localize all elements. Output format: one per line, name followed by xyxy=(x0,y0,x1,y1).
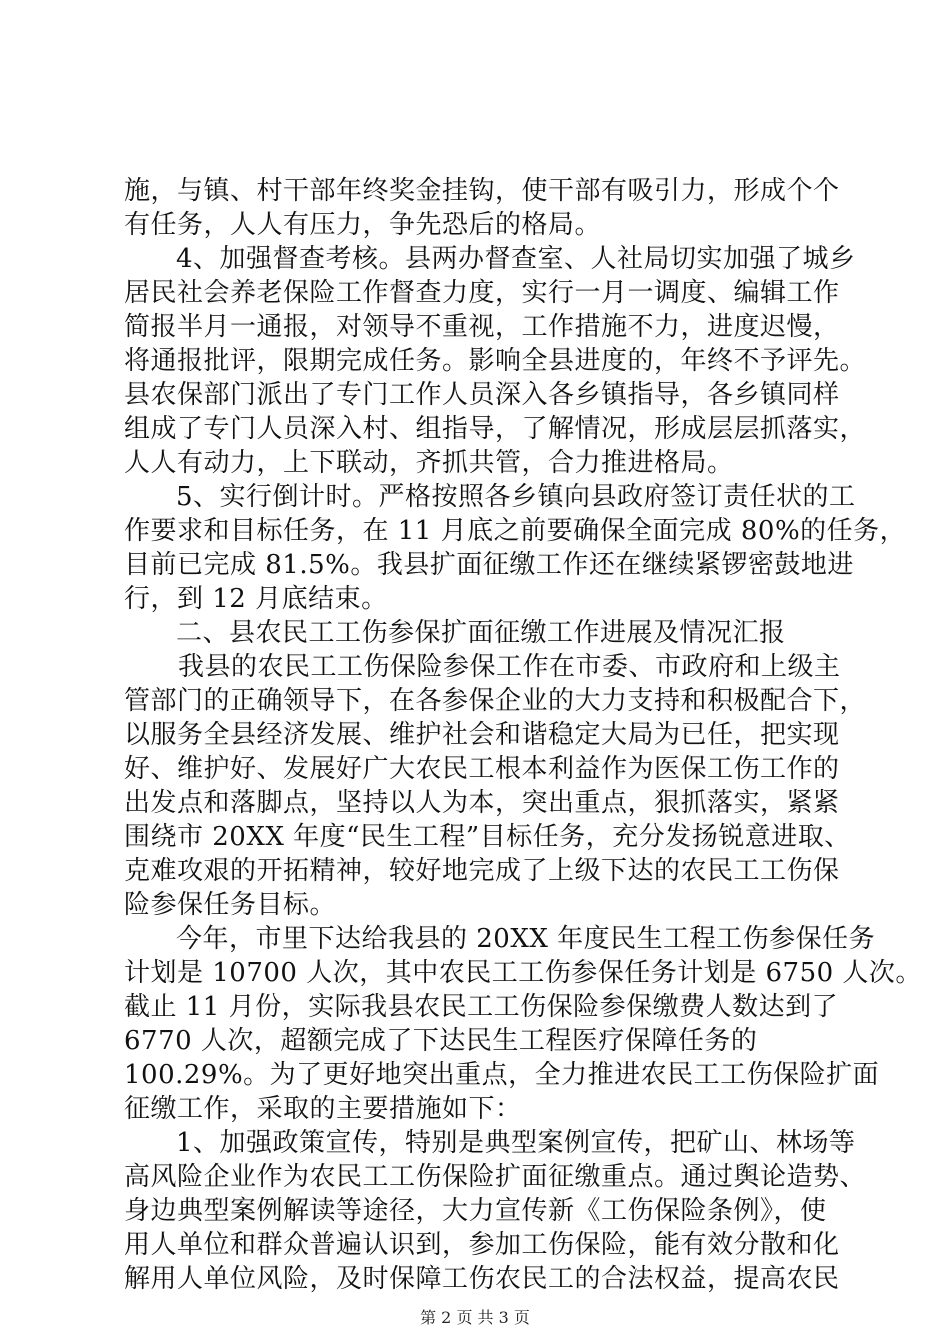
section-heading: 二、县农民工工伤参保扩面征缴工作进展及情况汇报 xyxy=(176,618,786,648)
text-line: 5、实行倒计时。严格按照各乡镇向县政府签订责任状的工 xyxy=(176,482,856,512)
text-line: 出发点和落脚点，坚持以人为本，突出重点，狠抓落实，紧紧 xyxy=(124,788,840,818)
text-line: 用人单位和群众普遍认识到，参加工伤保险，能有效分散和化 xyxy=(124,1230,840,1260)
text-line: 险参保任务目标。 xyxy=(124,890,337,920)
text-line: 简报半月一通报，对领导不重视，工作措施不力，进度迟慢， xyxy=(124,312,840,342)
text-line: 居民社会养老保险工作督查力度，实行一月一调度、编辑工作 xyxy=(124,278,840,308)
text-line: 将通报批评，限期完成任务。影响全县进度的，年终不予评先。 xyxy=(124,346,867,376)
text-line: 征缴工作，采取的主要措施如下： xyxy=(124,1094,522,1124)
text-line: 有任务，人人有压力，争先恐后的格局。 xyxy=(124,210,602,240)
text-line: 我县的农民工工伤保险参保工作在市委、市政府和上级主 xyxy=(178,652,841,682)
text-line: 1、加强政策宣传，特别是典型案例宣传，把矿山、林场等 xyxy=(176,1128,856,1158)
text-line: 目前已完成 81.5%。我县扩面征缴工作还在继续紧锣密鼓地进 xyxy=(124,550,854,580)
text-line: 100.29%。为了更好地突出重点，全力推进农民工工伤保险扩面 xyxy=(124,1060,880,1090)
text-line: 县农保部门派出了专门工作人员深入各乡镇指导，各乡镇同样 xyxy=(124,380,840,410)
text-line: 行，到 12 月底结束。 xyxy=(124,584,388,614)
text-line: 高风险企业作为农民工工伤保险扩面征缴重点。通过舆论造势、 xyxy=(124,1162,867,1192)
text-line: 人人有动力，上下联动，齐抓共管，合力推进格局。 xyxy=(124,448,734,478)
text-line: 施，与镇、村干部年终奖金挂钩，使干部有吸引力，形成个个 xyxy=(124,176,840,206)
page-footer: 第 2 页 共 3 页 xyxy=(420,1308,530,1327)
text-line: 组成了专门人员深入村、组指导，了解情况，形成层层抓落实， xyxy=(124,414,867,444)
text-line: 今年，市里下达给我县的 20XX 年度民生工程工伤参保任务 xyxy=(176,924,876,954)
text-line: 计划是 10700 人次，其中农民工工伤参保任务计划是 6750 人次。 xyxy=(124,958,922,988)
text-line: 好、维护好、发展好广大农民工根本利益作为医保工伤工作的 xyxy=(124,754,840,784)
text-line: 作要求和目标任务，在 11 月底之前要确保全面完成 80%的任务， xyxy=(124,516,907,546)
text-line: 解用人单位风险，及时保障工伤农民工的合法权益，提高农民 xyxy=(124,1264,840,1294)
text-line: 6770 人次，超额完成了下达民生工程医疗保障任务的 xyxy=(124,1026,758,1056)
text-line: 4、加强督查考核。县两办督查室、人社局切实加强了城乡 xyxy=(176,244,856,274)
text-line: 截止 11 月份，实际我县农民工工伤保险参保缴费人数达到了 xyxy=(124,992,839,1022)
text-line: 以服务全县经济发展、维护社会和谐稳定大局为已任，把实现 xyxy=(124,720,840,750)
text-line: 围绕市 20XX 年度“民生工程”目标任务，充分发扬锐意进取、 xyxy=(124,822,851,852)
text-line: 克难攻艰的开拓精神，较好地完成了上级下达的农民工工伤保 xyxy=(124,856,840,886)
text-line: 管部门的正确领导下，在各参保企业的大力支持和积极配合下， xyxy=(124,686,867,716)
text-line: 身边典型案例解读等途径，大力宣传新《工伤保险条例》，使 xyxy=(124,1196,827,1226)
